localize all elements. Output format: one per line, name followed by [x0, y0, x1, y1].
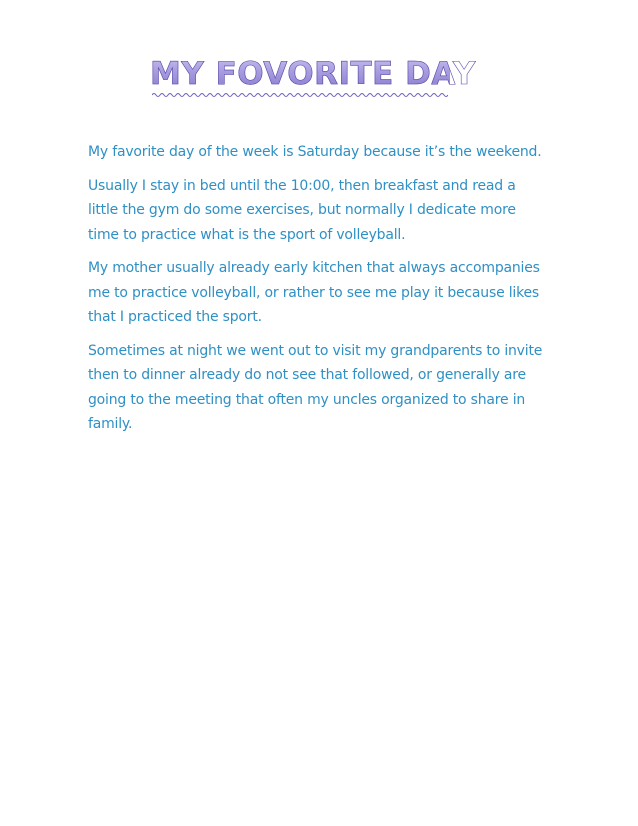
paragraph-line: then to dinner already do not see that followed, or generally are — [88, 367, 526, 383]
document-title: MY FOVORITE DAY — [150, 56, 476, 92]
paragraph-line: My favorite day of the week is Saturday because it’s the weekend. — [88, 144, 542, 160]
paragraph-line: me to practice volleyball, or rather to see me play it because likes — [88, 284, 540, 301]
paragraph-line: My mother usually already early kitchen that always accompanies — [88, 260, 540, 276]
title-block — [150, 54, 476, 98]
paragraph-1 — [88, 140, 558, 165]
spellcheck-underline — [152, 92, 448, 98]
paragraph-line: little the gym do some exercises, but normally I dedicate more — [88, 202, 516, 218]
paragraph-4 — [88, 339, 558, 437]
paragraph-3 — [88, 256, 558, 330]
paragraph-line: Sometimes at night we went out to visit my grandparents to invite — [88, 342, 543, 359]
paragraph-line: family. — [88, 416, 133, 432]
paragraph-2 — [88, 174, 558, 248]
document-body — [88, 140, 558, 446]
paragraph-line: time to practice what is the sport of volleyball. — [88, 226, 406, 243]
paragraph-line: going to the meeting that often my uncles organized to share in — [88, 391, 526, 408]
paragraph-line: Usually I stay in bed until the 10:00, then breakfast and read a — [88, 177, 516, 194]
paragraph-line: that I practiced the sport. — [88, 309, 262, 325]
